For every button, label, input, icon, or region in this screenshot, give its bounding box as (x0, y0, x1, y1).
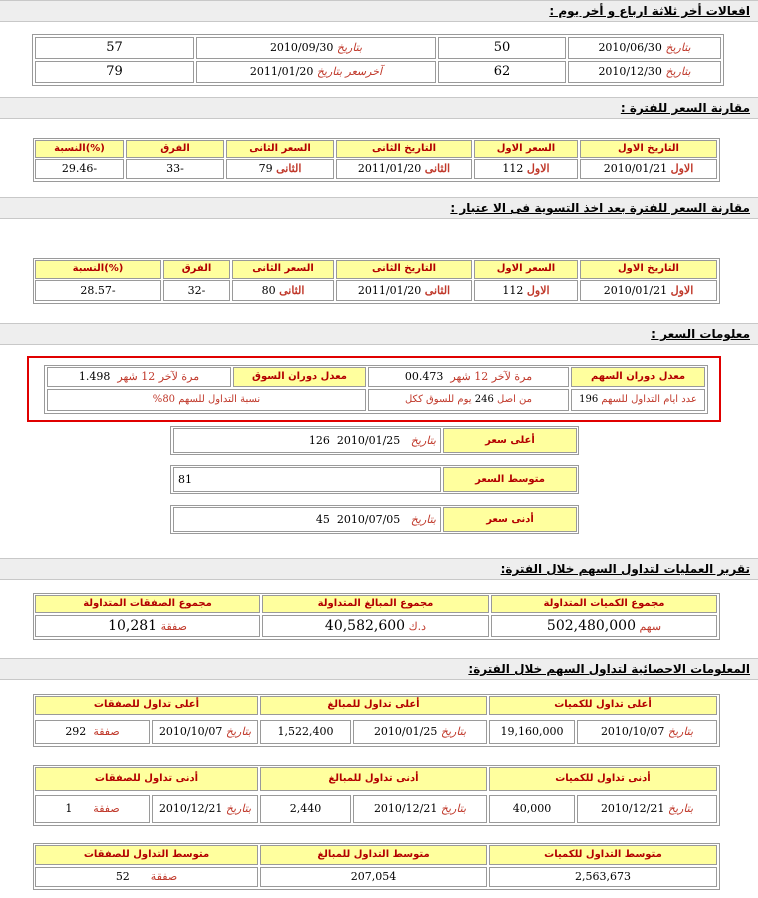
avg-amount-cell: 207,054 (260, 867, 487, 887)
column-header: أعلى تداول للمبالغ (260, 696, 487, 715)
market-turnover-value: مرة لآخر 12 شهر 1.498 (47, 367, 231, 387)
total-days-cell: من اصل 246 يوم للسوق ككل (368, 389, 569, 411)
column-header: الفرق (126, 140, 224, 158)
column-header: الفرق (163, 260, 230, 279)
table-cell: الثانى 80 (232, 280, 334, 301)
column-header: السعر الثانى (226, 140, 334, 158)
column-header: أعلى تداول للصفقات (35, 696, 258, 715)
table-cell: 79 (35, 61, 194, 83)
trading-days-cell: عدد ايام التداول للسهم 196 (571, 389, 705, 411)
table-cell: صفقة 1 (35, 795, 150, 823)
table-cell: صفقة 292 (35, 720, 150, 744)
table-cell: 57 (35, 37, 194, 59)
avg-price-value: 81 (173, 467, 441, 492)
stock-turnover-value: مرة لآخر 12 شهر 00.473 (368, 367, 569, 387)
low-price-value: 45 2010/07/05 بتاريخ (173, 507, 441, 532)
column-header: السعر الاول (474, 140, 578, 158)
section-header-adjusted-compare: مقارنة السعر للفترة بعد اخذ التسوية فى الا عتبار : (0, 197, 758, 219)
table-cell: 62 (438, 61, 566, 83)
total-amount-cell: د.ك 40,582,600 (262, 615, 489, 637)
avg-qty-cell: 2,563,673 (489, 867, 717, 887)
column-header: متوسط التداول للصفقات (35, 845, 258, 865)
table-cell: -29.46 (35, 159, 124, 179)
table-cell: 40,000 (489, 795, 575, 823)
high-price-value: 126 2010/01/25 بتاريخ (173, 428, 441, 453)
table-cell: الثانى 2011/01/20 (336, 280, 472, 301)
low-price-label: أدنى سعر (443, 507, 577, 532)
column-header: التاريخ الثانى (336, 140, 472, 158)
table-cell: الثانى 79 (226, 159, 334, 179)
table-cell: الاول 2010/01/21 (580, 280, 717, 301)
table-cell: -33 (126, 159, 224, 179)
table-cell: آخرسعر بتاريخ 2011/01/20 (196, 61, 436, 83)
column-header: مجموع الصفقات المتداولة (35, 595, 260, 613)
market-turnover-label: معدل دوران السوق (233, 367, 366, 387)
stock-turnover-label: معدل دوران السهم (571, 367, 705, 387)
avg-deals-cell: صفقة 52 (35, 867, 258, 887)
section-header-price-info: معلومات السعر : (0, 323, 758, 345)
table-cell: بتاريخ 2010/09/30 (196, 37, 436, 59)
table-cell: بتاريخ 2010/12/30 (568, 61, 721, 83)
section-header-quarters: افعالات أخر ثلاثة ارباع و أخر يوم : (0, 0, 758, 22)
column-header: التاريخ الاول (580, 260, 717, 279)
table-cell: الاول 112 (474, 159, 578, 179)
column-header: التاريخ الثانى (336, 260, 472, 279)
total-deals-cell: صفقة 10,281 (35, 615, 260, 637)
table-cell: بتاريخ 2010/12/21 (152, 795, 258, 823)
column-header: أدنى تداول للمبالغ (260, 767, 487, 791)
table-cell: 19,160,000 (489, 720, 575, 744)
column-header: أعلى تداول للكميات (489, 696, 717, 715)
table-cell: الاول 112 (474, 280, 578, 301)
column-header: متوسط التداول للمبالغ (260, 845, 487, 865)
section-header-price-compare: مقارنة السعر للفترة : (0, 97, 758, 119)
table-cell: بتاريخ 2010/06/30 (568, 37, 721, 59)
table-cell: الاول 2010/01/21 (580, 159, 717, 179)
column-header: السعر الثانى (232, 260, 334, 279)
avg-price-label: متوسط السعر (443, 467, 577, 492)
table-cell: بتاريخ 2010/12/21 (353, 795, 487, 823)
table-cell: -32 (163, 280, 230, 301)
column-header: التاريخ الاول (580, 140, 717, 158)
column-header: مجموع المبالغ المتداولة (262, 595, 489, 613)
table-cell: بتاريخ 2010/10/07 (577, 720, 717, 744)
table-cell: بتاريخ 2010/10/07 (152, 720, 258, 744)
table-cell: 2,440 (260, 795, 351, 823)
column-header: متوسط التداول للكميات (489, 845, 717, 865)
table-cell: بتاريخ 2010/01/25 (353, 720, 487, 744)
table-cell: 1,522,400 (260, 720, 351, 744)
total-qty-cell: سهم 502,480,000 (491, 615, 717, 637)
column-header: السعر الاول (474, 260, 578, 279)
column-header: أدنى تداول للكميات (489, 767, 717, 791)
high-price-label: أعلى سعر (443, 428, 577, 453)
column-header: مجموع الكميات المتداولة (491, 595, 717, 613)
column-header: (%)النسبة (35, 140, 124, 158)
table-cell: الثانى 2011/01/20 (336, 159, 472, 179)
table-cell: -28.57 (35, 280, 161, 301)
section-header-statistics: المعلومات الاحصائية لتداول السهم خلال الفترة: (0, 658, 758, 680)
section-header-trading-report: تقرير العمليات لتداول السهم خلال الفترة: (0, 558, 758, 580)
column-header: أدنى تداول للصفقات (35, 767, 258, 791)
trading-pct-cell: نسبة التداول للسهم 80% (47, 389, 366, 411)
column-header: (%)النسبة (35, 260, 161, 279)
table-cell: بتاريخ 2010/12/21 (577, 795, 717, 823)
table-cell: 50 (438, 37, 566, 59)
